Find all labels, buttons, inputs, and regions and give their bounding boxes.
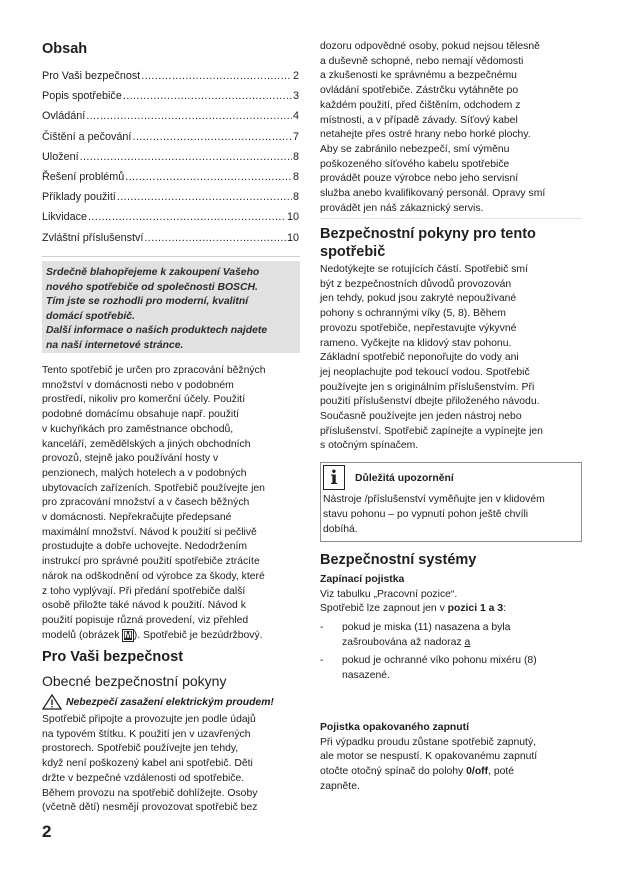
device-safety-heading: Bezpečnostní pokyny pro tento spotřebič — [320, 226, 536, 260]
safety-systems-heading: Bezpečnostní systémy — [320, 552, 477, 568]
intro-paragraph: Tento spotřebič je určen pro zpracování běžných množství v domácnosti nebo v podobném prostředí, nikoliv pro komerční účely. Použití podobné domácímu obsahuje např. použití v kuchyňkách pro zaměstnance obchodů, kanceláří, zemědělských a jiných obchodních provozů, stejně jako používání hosty v penzionech, malých hotelech a v podobných ubytovacích zařízeních. Spotřebič používejte jen pro zpracování množství a v časech běžných v domácnosti. Nepřekračujte předepsané maximální množství. Návod k použití si pečlivě prostudujte a dobře uchovejte. Nedodržením instrukcí pro správné použití spotřebiče ztrácíte nárok na odškodnění od výrobce za škody, které z toho vyplývají. Při předání spotřebiče další osobě přiložte také návod k použití. Návod k použití popisuje různá provedení, viz přehled modelů (obrázek M ). Spotřebič je bezúdržbový. — [42, 364, 304, 643]
restart-lock-section: Pojistka opakovaného zapnutí Při výpadku proudu zůstane spotřebič zapnutý, ale motor se nespustí. K opakovanému zapnutí otočte otočný spínač do polohy 0/off, poté zapněte. — [320, 721, 585, 795]
safety-heading: Pro Vaši bezpečnost — [42, 649, 184, 665]
notice-title: Důležitá upozornění — [355, 473, 454, 484]
warning-triangle-icon — [42, 694, 62, 710]
safety-paragraph-left: Spotřebič připojte a provozujte jen podle údajů na typovém štítku. K použití jen v uzavřených prostorech. Spotřebič používejte jen tehdy, když není poškozený kabel ani spotřebič. Děti držte v bezpečné vzdálenosti od spotřebiče. Během provozu na spotřebič dohlížejte. Osoby (včetně dětí) nesmějí provozovat spotřebič bez — [42, 714, 258, 814]
list-item: - pokud je miska (11) nasazena a byla zašroubována až nadoraz a — [320, 622, 511, 648]
figure-ref-badge: M — [124, 629, 132, 640]
toc-item[interactable]: Ovládání ..... 4 — [42, 106, 299, 126]
switch-lock-title: Zapínací pojistka — [320, 574, 405, 585]
restart-lock-title: Pojistka opakovaného zapnutí — [320, 722, 469, 733]
electric-shock-warning: Nebezpečí zasažení elektrickým proudem! — [42, 694, 304, 710]
intro-last-line: modelů (obrázek M ). Spotřebič je bezúdržbový. — [42, 629, 263, 641]
toc-item[interactable]: Pro Vaši bezpečnost ..... 2 — [42, 66, 299, 86]
important-notice-box — [320, 462, 582, 542]
notice-body: Nástroje /příslušenství vyměňujte jen v klidovém stavu pohonu – po vypnutí pohon ještě chvíli dobíhá. — [323, 494, 545, 535]
toc-item[interactable]: Příklady použití ..... 8 — [42, 187, 299, 207]
toc-item[interactable]: Zvláštní příslušenství ..... 10 — [42, 228, 299, 248]
safety-paragraph-right: dozoru odpovědné osoby, pokud nejsou tělesně a duševně schopné, nebo nemají vědomosti a zkušenosti ke správnému a bezpečnému ovládání spotřebiče. Zástrčku vytáhněte po každém použití, před čištěním, odchodem z místnosti, a v případě závady. Síťový kabel netahejte přes ostré hrany nebo horké plochy. Aby se zabránilo nebezpečí, smí výměnu poškozeného síťového kabelu spotřebiče provádět pouze výrobce nebo jeho servisní služba anebo kvalifikovaný personál. Opravy smí provádět jen náš zákaznický servis. — [320, 41, 546, 214]
congratulations-box: Srdečně blahopřejeme k zakoupení Vašeho nového spotřebiče od společnosti BOSCH. Tím jste se rozhodli pro moderní, kvalitní domácí spotřebič. Další informace o našich produktech najdete na naší internetové stránce. — [42, 261, 300, 353]
divider — [42, 256, 300, 257]
toc-item[interactable]: Uložení ..... 8 — [42, 147, 299, 167]
toc-item[interactable]: Čištění a pečování ..... 7 — [42, 127, 299, 147]
switch-lock-section: Zapínací pojistka Viz tabulku „Pracovní pozice“. Spotřebič lze zapnout jen v pozici 1 a 3: - pokud je miska (11) nasazena a byla zašroubována až nadoraz a - pokud je ochranné víko pohonu mixéru (8) nasazené. — [320, 573, 585, 683]
toc-title: Obsah — [42, 41, 88, 57]
toc-item[interactable]: Popis spotřebiče ..... 3 — [42, 86, 299, 106]
toc-item[interactable]: Likvidace ..... 10 — [42, 207, 299, 227]
toc-item[interactable]: Řešení problémů ..... 8 — [42, 167, 299, 187]
divider — [320, 218, 582, 219]
table-of-contents — [42, 66, 299, 248]
info-icon: i — [323, 465, 345, 490]
general-safety-subheading: Obecné bezpečnostní pokyny — [42, 673, 227, 689]
page-number: 2 — [42, 822, 52, 841]
device-safety-paragraph: Nedotýkejte se rotujících částí. Spotřebič smí být z bezpečnostních důvodů provozován jen tehdy, pokud jsou zakryté nepoužívané pohony s ochrannými víky (5, 8). Během provozu spotřebiče, nepřestavujte výkyvné rameno. Vyčkejte na klidový stav pohonu. Základní spotřebič neponořujte do vody ani jej neoplachujte pod tekoucí vodou. Spotřebič používejte jen s originálním příslušenstvím. Při použití příslušenství dbejte přiloženého návodu. Současně používejte jen jeden nástroj nebo příslušenství. Spotřebič zapínejte a vypínejte jen s otočným spínačem. — [320, 264, 543, 452]
list-item: - pokud je ochranné víko pohonu mixéru (8) nasazené. — [320, 655, 537, 681]
